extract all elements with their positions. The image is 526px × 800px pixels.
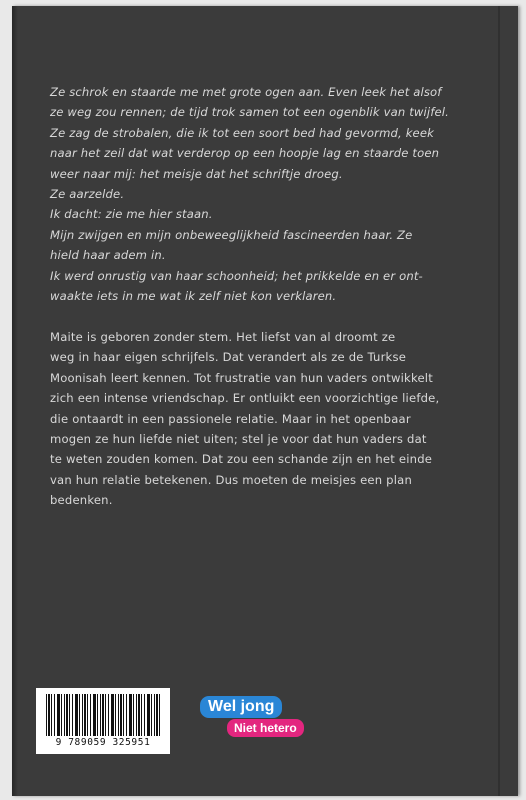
blurb-line: bedenken.	[50, 493, 113, 508]
blurb-line: te weten zouden komen. Dat zou een schande zijn en het einde	[50, 452, 433, 467]
excerpt-line: waakte iets in me wat ik zelf niet kon verklaren.	[50, 289, 337, 304]
barcode-bars	[46, 694, 162, 736]
excerpt-line: Ik werd onrustig van haar schoonheid; het prikkelde en er ont-	[50, 268, 423, 283]
blurb-text	[50, 327, 482, 511]
blurb-line: van hun relatie betekenen. Dus moeten de meisjes een plan	[50, 472, 412, 487]
logo-wel-jong: Wel jong	[200, 696, 282, 718]
blurb-line: zich een intense vriendschap. Er ontluikt een voorzichtige liefde,	[50, 391, 440, 406]
blurb-line: mogen ze hun liefde niet uiten; stel je voor dat hun vaders dat	[50, 432, 427, 447]
excerpt-line: Ze zag de strobalen, die ik tot een soort bed had gevormd, keek	[50, 125, 434, 140]
excerpt-line: naar het zeil dat wat verderop op een hoopje lag en staarde toen	[50, 146, 440, 161]
excerpt-line: Ze schrok en staarde me met grote ogen aan. Even leek het alsof	[50, 85, 442, 99]
excerpt-text	[50, 82, 482, 306]
excerpt-line: weer naar mij: het meisje dat het schriftje droeg.	[50, 166, 343, 181]
blurb-line: die ontaardt in een passionele relatie. Maar in het openbaar	[50, 411, 411, 426]
excerpt-line: Ik dacht: zie me hier staan.	[50, 207, 213, 222]
blurb-line: Moonisah leert kennen. Tot frustratie van hun vaders ontwikkelt	[50, 370, 433, 385]
excerpt-line: Ze aarzelde.	[50, 187, 125, 202]
excerpt-line: Mijn zwijgen en mijn onbeweeglijkheid fascineerden haar. Ze	[50, 227, 413, 242]
barcode	[36, 688, 170, 754]
isbn-number: 9 789059 325951	[55, 737, 151, 748]
excerpt-line: hield haar adem in.	[50, 248, 166, 263]
blurb-line: weg in haar eigen schrijfels. Dat verandert als ze de Turkse	[50, 350, 407, 365]
book-back-cover	[12, 6, 518, 796]
logo-niet-hetero: Niet hetero	[227, 719, 304, 737]
excerpt-line: ze weg zou rennen; de tijd trok samen tot een ogenblik van twijfel.	[50, 105, 450, 120]
spine-shadow	[12, 6, 18, 796]
blurb-line: Maite is geboren zonder stem. Het liefst van al droomt ze	[50, 330, 396, 344]
cover-crease	[498, 6, 500, 796]
